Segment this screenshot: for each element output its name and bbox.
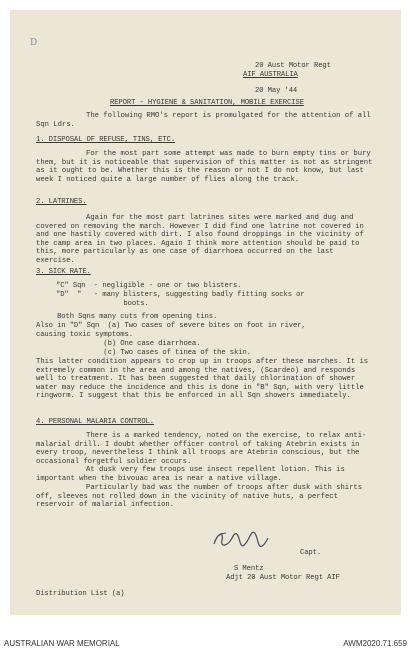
sick-rate-line-3: boots. [56,300,149,308]
page-title: REPORT - HYGIENE & SANITATION, MOBILE EXERCISE [110,99,304,107]
pencil-mark: D [30,38,38,48]
section-4-heading: 4. PERSONAL MALARIA CONTROL. [36,418,154,426]
sick-rate-line-6: causing toxic symptoms. [36,331,133,339]
sick-rate-line-2: "D" " - many blisters, suggesting badly fitting socks or [56,291,305,299]
section-4-paragraph-1: There is a marked tendency, noted on the exercise, to relax anti-malarial drill. I doubt whether officer control of taking Atebrin exists in every troop, nevertheless I think all troops are Atebrin conscious, but the occasional forgetful soldier occurs. [36,432,367,466]
signature-rank: Capt. [300,549,322,557]
archive-footer [0,617,411,653]
sick-rate-line-7: (b) One case diarrhoea. [36,340,201,348]
distribution-list: Distribution List (a) [36,590,125,598]
signature-name: S Mentz [234,565,264,573]
section-1-body: For the most part some attempt was made to burn empty tins or bury them, but it is noticeable that supervision of this matter is not as stringent as it ought to be. Whether this is the reason or not I do not know, but last week I noticed quite a large number of flies along the track. [36,150,373,184]
section-1-heading: 1. DISPOSAL OF REFUSE, TINS, ETC. [36,136,176,144]
section-3-heading: 3. SICK RATE. [36,268,91,276]
footer-accession-number: AWM2020.71.659 [343,639,407,648]
signature-appointment: Adjt 20 Aust Motor Regt AIF [226,574,340,582]
sick-rate-line-4: Both Sqns many cuts from opening tins. [36,313,218,321]
section-2-body: Again for the most part latrines sites were marked and dug and covered on removing the march. However I did find one latrine not covered in and one hastily covered with dirt. I also found droppings in the vicinity of the camp area in two places. Again I think more attention should be paid to this, more particularly as one case of diarrhoea occurred on the last exercise. [36,214,364,265]
footer-institution: AUSTRALIAN WAR MEMORIAL [4,639,120,648]
sick-rate-line-5: Also in "D" Sqn (a) Two cases of severe bites on foot in river, [36,322,306,330]
sick-rate-line-1: "C" Sqn - negligible - one or two blisters. [56,282,242,290]
sick-rate-line-8: (c) Two cases of tinea of the skin. [36,349,251,357]
intro-paragraph: The following RMO's report is promulgated for the attention of all Sqn Ldrs. [36,112,371,129]
letterhead-unit: 20 Aust Motor Regt [255,62,331,70]
letterhead-date: 20 May '44 [255,87,298,95]
handwritten-signature [210,528,272,550]
section-4-paragraph-2: At dusk very few troops use insect repellent lotion. This is important when the bivouac area is near a native village. [36,466,345,483]
section-2-heading: 2. LATRINES. [36,198,87,206]
section-3-body: This latter condition appears to crop up in troops after these marches. It is extremely common in the area and among the natives, (Scardeo) and responds well to treatment. It has been suggested that daily chlorination of shower water may reduce the incidence and this is done in "B" Sqn, with very little ringworm. I suggest that this be enforced in all Sqn showers immediately. [36,358,369,401]
letterhead-force: AIF AUSTRALIA [243,71,298,79]
section-4-paragraph-3: Particularly bad was the number of troops after dusk with shirts off, sleeves not rolled down in the vicinity of native huts, a perfect reservoir of malarial infection. [36,484,363,510]
